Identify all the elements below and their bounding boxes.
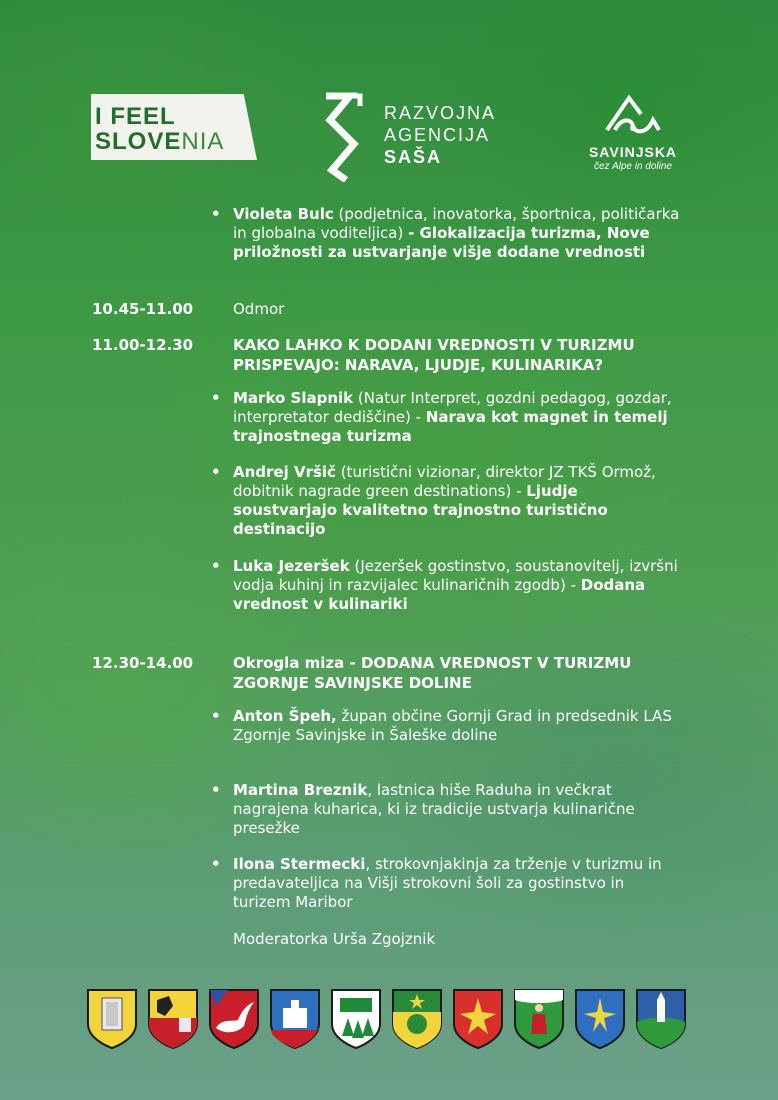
speaker-item: • Martina Breznik, lastnica hiše Raduha in večkrat nagrajena kuharica, ki iz tradicije ustvarja kulinarične presežke xyxy=(233,781,683,838)
logo-line-1: I FEEL xyxy=(95,103,176,130)
moderator-line: Moderatorka Urša Zgojznik xyxy=(233,930,436,948)
speaker-item: • Ilona Stermecki, strokovnjakinja za trženje v turizmu in predavateljica na Višji strokovni šoli za gostinstvo in turizem Maribor xyxy=(233,855,683,912)
session-1-time: 11.00-12.30 xyxy=(92,336,194,354)
i-feel-slovenia-logo xyxy=(91,94,257,160)
municipality-crests xyxy=(86,988,696,1052)
speaker-item: • Andrej Vršič (turistični vizionar, direktor JZ TKŠ Ormož, dobitnik nagrade green destinations) - Ljudje soustvarjajo kvalitetno trajnostno turistično destinacijo xyxy=(233,463,683,539)
speaker-item: • Violeta Bulc (podjetnica, inovatorka, športnica, političarka in globalna voditeljica) - Glokalizacija turizma, Nove priložnosti za ustvarjanje višje dodane vrednosti xyxy=(233,205,683,262)
mountain-icon xyxy=(601,90,665,142)
savinjska-logo xyxy=(568,90,698,186)
razvojna-agencija-sasa-logo xyxy=(322,92,522,182)
coat-of-arms-linden-icon xyxy=(391,988,443,1050)
ra-line-1: RAZVOJNA xyxy=(384,103,497,123)
session-1-title: KAKO LAHKO K DODANI VREDNOSTI V TURIZMU PRISPEVAJO: NARAVA, LJUDJE, KULINARIKA? xyxy=(233,336,635,374)
header-logos xyxy=(0,86,778,186)
ra-line-3: SAŠA xyxy=(384,147,443,167)
s-mark-icon xyxy=(322,92,366,182)
coat-of-arms-trees-icon xyxy=(330,988,382,1050)
logo-line-2: SLOVENIA xyxy=(95,128,225,155)
speaker-item: • Luka Jezeršek (Jezeršek gostinstvo, soustanovitelj, izvršni vodja kuhinj in razvijalec kulinaričnih zgodb) - Dodana vrednost v kulinariki xyxy=(233,557,683,614)
coat-of-arms-bear-icon xyxy=(147,988,199,1050)
session-2-title: Okrogla miza - DODANA VREDNOST V TURIZMU ZGORNJE SAVINJSKE DOLINE xyxy=(233,654,632,692)
session-2-time: 12.30-14.00 xyxy=(92,654,194,672)
ra-line-2: AGENCIJA xyxy=(384,125,491,145)
coat-of-arms-building-icon xyxy=(86,988,138,1050)
break-label: Odmor xyxy=(233,300,285,318)
speaker-item: • Marko Slapnik (Natur Interpret, gozdni pedagog, gozdar, interpretator dediščine) - Narava kot magnet in temelj trajnostnega turizma xyxy=(233,389,683,446)
coat-of-arms-blue-star-icon xyxy=(574,988,626,1050)
speaker-item: • Anton Špeh, župan občine Gornji Grad in predsednik LAS Zgornje Savinjske in Šaleške doline xyxy=(233,707,683,745)
break-time: 10.45-11.00 xyxy=(92,300,194,318)
savinjska-tagline: čez Alpe in doline xyxy=(593,161,672,172)
coat-of-arms-swan-icon xyxy=(208,988,260,1050)
coat-of-arms-church-icon xyxy=(635,988,687,1050)
savinjska-name: SAVINJSKA xyxy=(588,144,678,160)
coat-of-arms-figure-icon xyxy=(513,988,565,1050)
coat-of-arms-castle-icon xyxy=(269,988,321,1050)
coat-of-arms-star-icon xyxy=(452,988,504,1050)
